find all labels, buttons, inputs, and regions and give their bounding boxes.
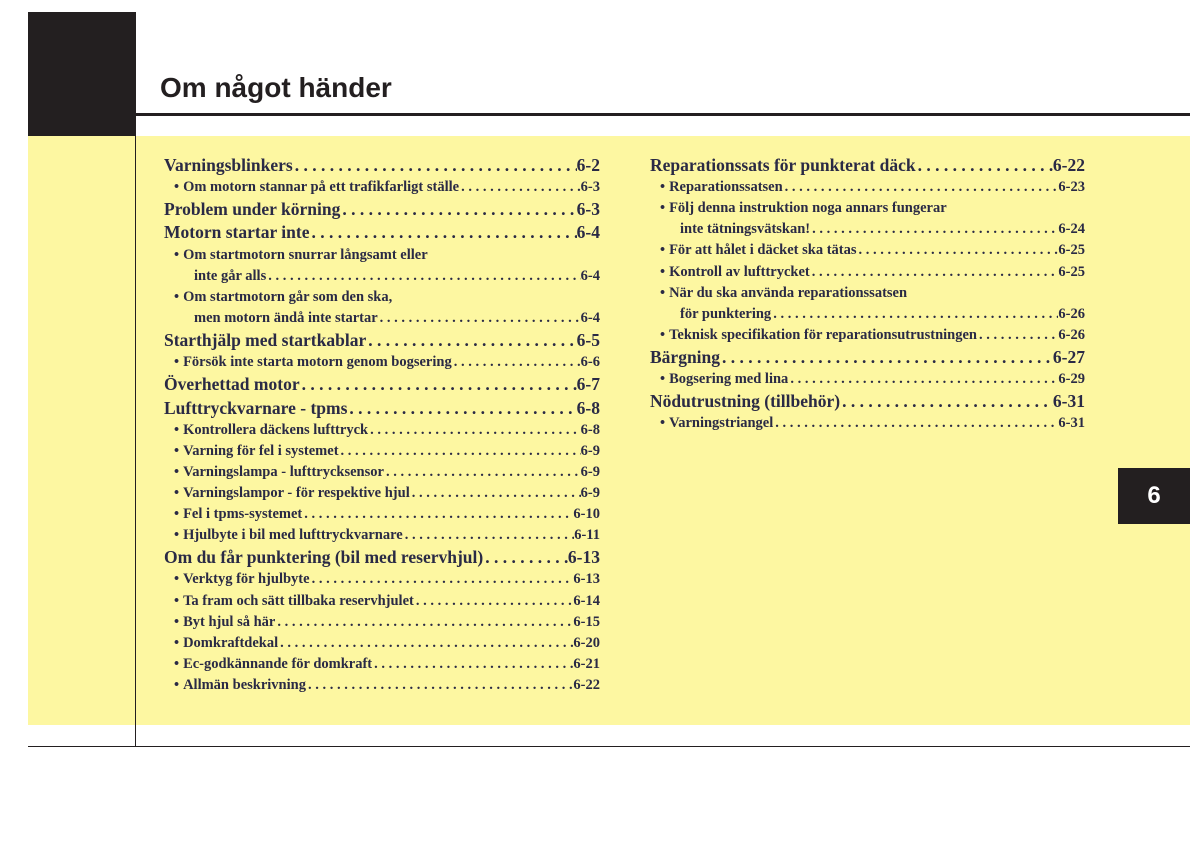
toc-page-number: 6-24 (1058, 221, 1085, 238)
dot-leader (340, 198, 576, 221)
toc-entry-title: Om motorn stannar på ett trafikfarligt ställe (183, 179, 460, 196)
toc-page-number: 6-27 (1052, 346, 1085, 367)
dot-leader (384, 462, 581, 483)
toc-subentry[interactable] (164, 266, 600, 287)
toc-entry[interactable] (650, 390, 1085, 413)
toc-entry-title: Ta fram och sätt tillbaka reservhjulet (183, 592, 414, 609)
bullet-icon: • (174, 288, 180, 305)
toc-page-number: 6-5 (576, 330, 600, 351)
toc-page-number: 6-15 (573, 613, 600, 630)
toc-entry-title: Varning för fel i systemet (183, 442, 339, 459)
toc-page-number: 6-31 (1052, 391, 1085, 412)
toc-entry-title: Bärgning (650, 346, 721, 367)
dot-leader (483, 546, 568, 569)
toc-subentry (650, 283, 1085, 304)
toc-entry-title: Byt hjul så här (183, 613, 276, 630)
dot-leader (366, 329, 576, 352)
toc-page-number: 6-9 (580, 442, 600, 459)
toc-entry-title: Teknisk specifikation för reparationsutrustningen (669, 326, 977, 343)
bullet-icon: • (660, 179, 666, 196)
dot-leader (857, 240, 1059, 261)
bullet-icon: • (174, 571, 180, 588)
dot-leader (278, 633, 573, 654)
toc-page-number: 6-14 (573, 592, 600, 609)
bullet-icon: • (174, 442, 180, 459)
bullet-icon: • (660, 200, 666, 217)
bullet-icon: • (174, 613, 180, 630)
toc-entry[interactable] (164, 221, 600, 244)
toc-entry-title: Varningstriangel (669, 415, 774, 432)
bullet-icon: • (660, 415, 666, 432)
toc-subentry[interactable] (650, 413, 1085, 434)
bullet-icon: • (660, 326, 666, 343)
toc-entry-title: Domkraftdekal (183, 634, 279, 651)
dot-leader (302, 504, 573, 525)
dot-leader (810, 262, 1059, 283)
dot-leader (414, 591, 574, 612)
toc-page-number: 6-25 (1058, 242, 1085, 259)
toc-page-number: 6-26 (1058, 326, 1085, 343)
toc-entry[interactable] (164, 546, 600, 569)
toc-subentry[interactable] (164, 352, 600, 373)
toc-subentry[interactable] (650, 325, 1085, 346)
toc-entry-title: Bogsering med lina (669, 371, 789, 388)
toc-page-number: 6-4 (580, 309, 600, 326)
toc-subentry[interactable] (164, 420, 600, 441)
toc-page-number: 6-31 (1058, 415, 1085, 432)
dot-leader (452, 352, 581, 373)
dot-leader (266, 266, 580, 287)
toc-column-right (650, 154, 1085, 435)
toc-entry-title: Reparationssats för punkterat däck (650, 155, 916, 175)
toc-entry-title: Varningslampor - för respektive hjul (183, 484, 410, 501)
toc-entry-title: för punktering (680, 305, 772, 322)
bullet-icon: • (174, 676, 180, 693)
bullet-icon: • (174, 484, 180, 501)
bullet-icon: • (660, 371, 666, 388)
toc-page-number: 6-29 (1058, 371, 1085, 388)
toc-subentry (164, 287, 600, 308)
toc-subentry[interactable] (164, 612, 600, 633)
bullet-icon: • (660, 242, 666, 259)
dot-leader (403, 525, 575, 546)
toc-page-number: 6-13 (567, 547, 600, 568)
dot-leader (372, 654, 573, 675)
toc-page-number: 6-22 (1052, 155, 1085, 175)
dot-leader (293, 154, 577, 177)
toc-page-number: 6-13 (573, 571, 600, 588)
toc-entry[interactable] (164, 154, 600, 177)
toc-entry-title: Överhettad motor (164, 374, 300, 395)
toc-subentry[interactable] (650, 304, 1085, 325)
bullet-icon: • (174, 463, 180, 480)
toc-entry-title: Starthjälp med startkablar (164, 330, 367, 351)
dot-leader (840, 390, 1053, 413)
toc-entry-title: Lufttryckvarnare - tpms (164, 397, 348, 418)
dot-leader (368, 420, 581, 441)
toc-subentry[interactable] (164, 633, 600, 654)
toc-page-number: 6-9 (580, 484, 600, 501)
toc-entry-title: När du ska använda reparationssatsen (669, 284, 908, 301)
dot-leader (300, 373, 577, 396)
dot-leader (771, 304, 1058, 325)
toc-entry-title: men motorn ändå inte startar (194, 309, 378, 326)
toc-page-number: 6-3 (580, 179, 600, 196)
toc-entry-title: Nödutrustning (tillbehör) (650, 391, 841, 412)
toc-entry-title: Kontrollera däckens lufttryck (183, 421, 369, 438)
chapter-tab[interactable]: 6 (1118, 468, 1190, 524)
toc-subentry[interactable] (164, 462, 600, 483)
toc-entry-title: Verktyg för hjulbyte (183, 571, 310, 588)
dot-leader (720, 346, 1053, 369)
toc-page-number: 6-23 (1058, 179, 1085, 196)
toc-subentry[interactable] (164, 675, 600, 696)
toc-entry[interactable] (650, 346, 1085, 369)
page-title: Om något händer (160, 72, 392, 103)
toc-entry-title: inte tätningsvätskan! (680, 221, 811, 238)
toc-entry-title: Kontroll av lufttrycket (669, 263, 810, 280)
toc-page-number: 6-20 (573, 634, 600, 651)
toc-entry-title: Hjulbyte i bil med lufttryckvarnare (183, 527, 403, 544)
toc-entry-title: Om du får punktering (bil med reservhjul) (164, 547, 484, 568)
toc-page-number: 6-4 (580, 267, 600, 284)
toc-entry[interactable] (164, 329, 600, 352)
dot-leader (810, 219, 1058, 240)
bullet-icon: • (174, 527, 180, 544)
toc-page-number: 6-9 (580, 463, 600, 480)
toc-entry[interactable] (164, 397, 600, 420)
dot-leader (309, 221, 576, 244)
toc-entry-title: inte går alls (194, 267, 267, 284)
dot-leader (378, 308, 581, 329)
dot-leader (410, 483, 581, 504)
title-rule (136, 113, 1190, 116)
toc-subentry[interactable] (164, 483, 600, 504)
toc-subentry (164, 245, 600, 266)
bullet-icon: • (174, 246, 180, 263)
toc-entry-title: Ec-godkännande för domkraft (183, 655, 373, 672)
toc-entry-title: Följ denna instruktion noga annars fungerar (669, 200, 947, 217)
margin-rule (135, 12, 136, 747)
toc-subentry[interactable] (650, 219, 1085, 240)
toc-entry[interactable] (650, 154, 1085, 177)
toc-entry-title: Fel i tpms-systemet (183, 506, 303, 523)
toc-entry-title: För att hålet i däcket ska tätas (669, 242, 857, 259)
toc-entry[interactable] (164, 198, 600, 221)
bottom-rule (28, 746, 1190, 747)
toc-subentry[interactable] (650, 177, 1085, 198)
toc-subentry[interactable] (164, 591, 600, 612)
dot-leader (783, 177, 1059, 198)
dot-leader (306, 675, 573, 696)
dot-leader (459, 177, 581, 198)
bullet-icon: • (174, 421, 180, 438)
toc-subentry (650, 198, 1085, 219)
toc-entry-title: Motorn startar inte (164, 222, 310, 243)
toc-page-number: 6-2 (576, 155, 600, 175)
toc-entry-title: Problem under körning (164, 199, 341, 220)
toc-subentry[interactable] (164, 308, 600, 329)
toc-entry[interactable] (164, 373, 600, 396)
toc-entry-title: Allmän beskrivning (183, 676, 306, 693)
toc-page-number: 6-11 (574, 527, 600, 544)
toc-subentry[interactable] (650, 240, 1085, 261)
toc-entry-title: Försök inte starta motorn genom bogsering (183, 354, 452, 371)
toc-page-number: 6-8 (580, 421, 600, 438)
bullet-icon: • (174, 634, 180, 651)
toc-entry-title: Om startmotorn snurrar långsamt eller (183, 246, 428, 263)
toc-page-number: 6-25 (1058, 263, 1085, 280)
bullet-icon: • (174, 655, 180, 672)
toc-page-number: 6-4 (576, 222, 600, 243)
dot-leader (977, 325, 1058, 346)
toc-page-number: 6-3 (576, 199, 600, 220)
chapter-header-block (28, 12, 136, 136)
dot-leader (916, 154, 1053, 177)
toc-page-number: 6-26 (1058, 305, 1085, 322)
bullet-icon: • (174, 506, 180, 523)
bullet-icon: • (660, 263, 666, 280)
dot-leader (275, 612, 573, 633)
toc-entry-title: Varningsblinkers (164, 155, 293, 175)
toc-subentry[interactable] (164, 504, 600, 525)
toc-page-number: 6-10 (573, 506, 600, 523)
toc-subentry[interactable] (650, 369, 1085, 390)
toc-subentry[interactable] (164, 569, 600, 590)
toc-page-number: 6-8 (576, 397, 600, 418)
bullet-icon: • (660, 284, 666, 301)
bullet-icon: • (174, 354, 180, 371)
toc-subentry[interactable] (164, 525, 600, 546)
toc-entry-title: Om startmotorn går som den ska, (183, 288, 393, 305)
toc-subentry[interactable] (164, 441, 600, 462)
dot-leader (773, 413, 1058, 434)
toc-page-number: 6-7 (576, 374, 600, 395)
dot-leader (347, 397, 576, 420)
dot-leader (310, 569, 574, 590)
toc-subentry[interactable] (164, 654, 600, 675)
toc-subentry[interactable] (650, 262, 1085, 283)
toc-page-number: 6-21 (573, 655, 600, 672)
bullet-icon: • (174, 179, 180, 196)
dot-leader (339, 441, 581, 462)
toc-entry-title: Varningslampa - lufttrycksensor (183, 463, 384, 480)
toc-column-left (164, 154, 600, 696)
toc-page-number: 6-6 (580, 354, 600, 371)
bullet-icon: • (174, 592, 180, 609)
toc-subentry[interactable] (164, 177, 600, 198)
toc-entry-title: Reparationssatsen (669, 179, 783, 196)
dot-leader (788, 369, 1058, 390)
toc-page-number: 6-22 (573, 676, 600, 693)
